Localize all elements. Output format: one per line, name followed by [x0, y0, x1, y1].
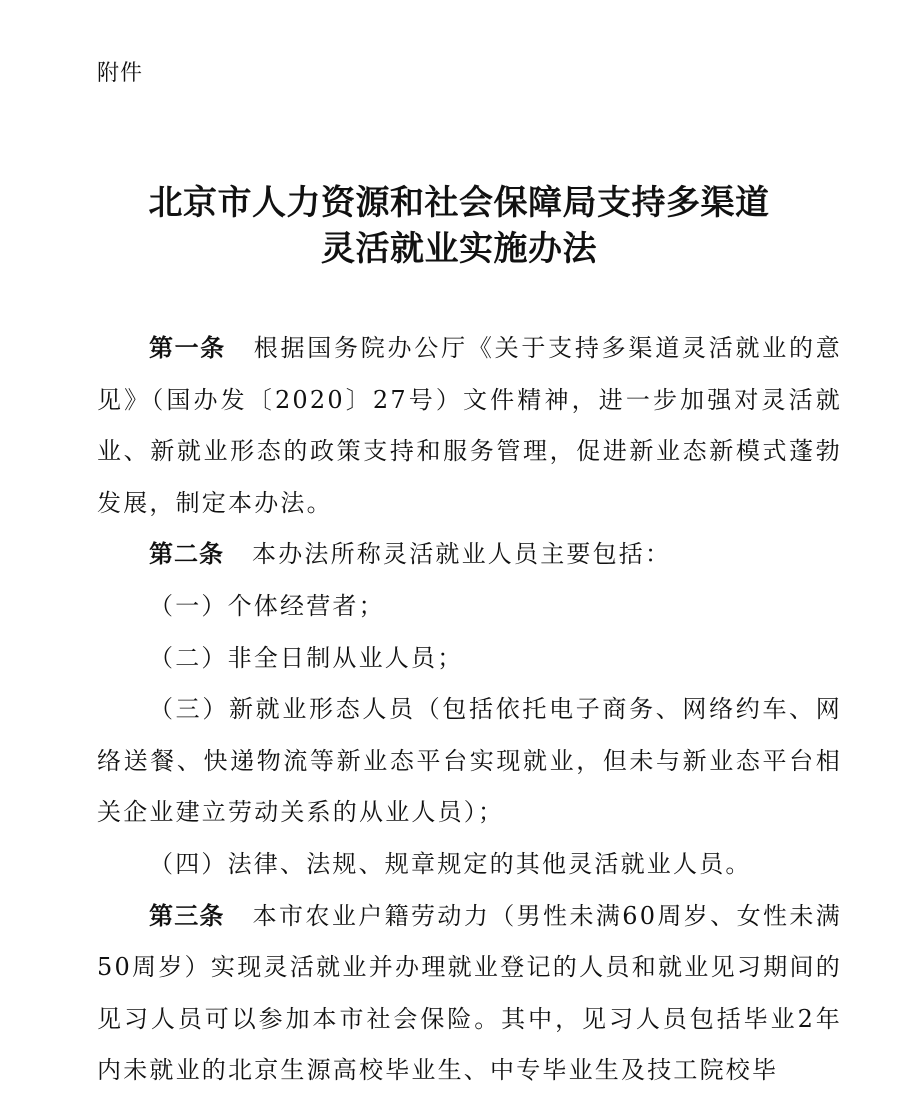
article-1 [97, 323, 842, 529]
article-2-text: 本办法所称灵活就业人员主要包括： [252, 540, 672, 569]
article-2-item-1: （一）个体经营者； [149, 591, 385, 620]
document-title-line-2: 灵活就业实施办法 [321, 229, 597, 269]
attachment-label: 附件 [97, 61, 144, 86]
document-body [97, 323, 842, 1097]
article-1-label: 第一条 [149, 334, 226, 362]
article-3-text: 本市农业户籍劳动力（男性未满60周岁、女性未满50周岁）实现灵活就业并办理就业登记的人员和就业见习期间的见习人员可以参加本市社会保险。其中，见习人员包括毕业2年内未就业的北京生源高校毕业生、中专毕业生及技工院校毕 [97, 901, 842, 1085]
article-1-text: 根据国务院办公厅《关于支持多渠道灵活就业的意见》（国办发〔2020〕27号）文件精神，进一步加强对灵活就业、新就业形态的政策支持和服务管理，促进新业态新模式蓬勃发展，制定本办法。 [97, 334, 842, 517]
article-2-item-3: （三）新就业形态人员（包括依托电子商务、网络约车、网络送餐、快递物流等新业态平台实现就业，但未与新业态平台相关企业建立劳动关系的从业人员）； [97, 695, 842, 827]
article-2 [97, 529, 842, 581]
article-3-label: 第三条 [149, 901, 225, 930]
article-2-item-4: （四）法律、法规、规章规定的其他灵活就业人员。 [149, 849, 752, 878]
article-2-item-2: （二）非全日制从业人员； [149, 643, 464, 672]
document-title-line-1: 北京市人力资源和社会保障局支持多渠道 [148, 183, 770, 223]
article-2-label: 第二条 [149, 540, 224, 569]
article-3 [97, 891, 842, 1097]
